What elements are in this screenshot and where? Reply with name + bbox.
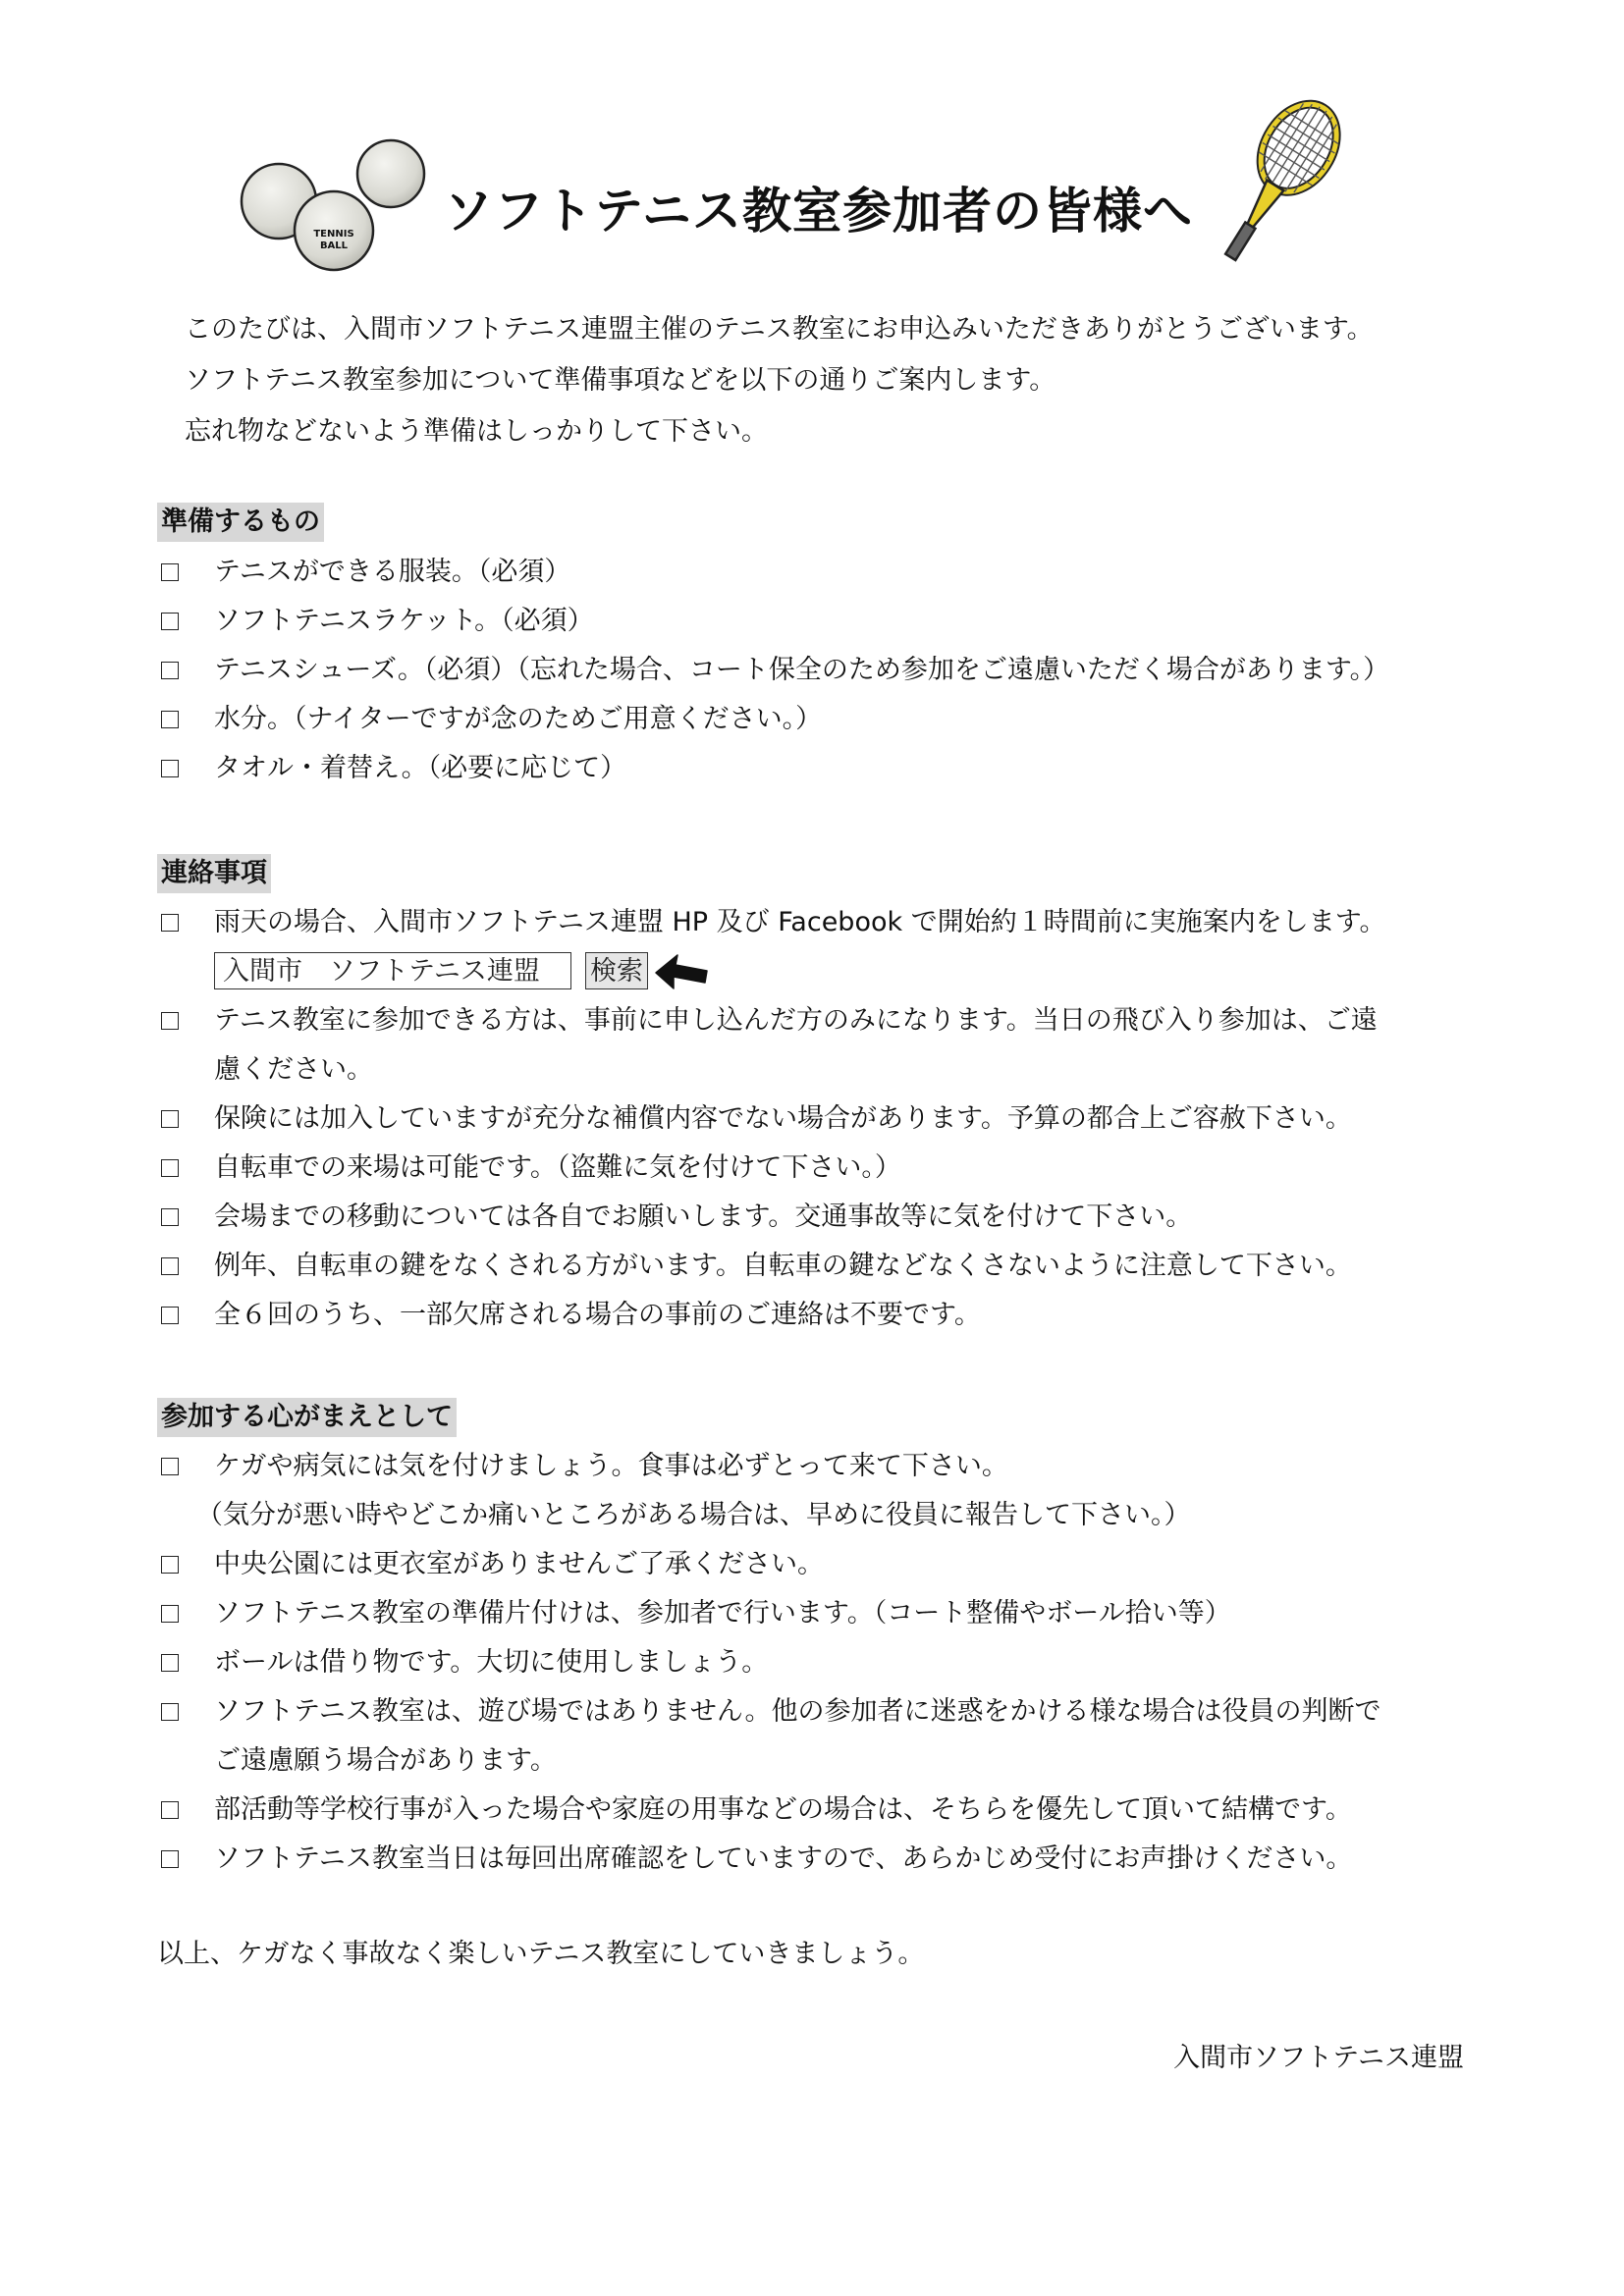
intro-text xyxy=(185,304,1374,457)
list-item-text: テニスができる服装。（必須） xyxy=(214,557,571,587)
checkbox-icon xyxy=(161,1257,179,1275)
list-item-text: ソフトテニスラケット。（必須） xyxy=(214,606,594,636)
list-item-text: 部活動等学校行事が入った場合や家庭の用事などの場合は、そちらを優先して頂いて結構です。 xyxy=(214,1794,1352,1825)
checkbox-icon xyxy=(161,1012,179,1030)
attitude-list xyxy=(157,1442,1381,1884)
list-item xyxy=(157,548,1389,597)
list-item xyxy=(157,1095,1386,1144)
search-button-label: 検索 xyxy=(585,952,648,989)
checkbox-icon xyxy=(161,1208,179,1226)
tennis-balls-icon xyxy=(236,133,432,280)
checkbox-icon xyxy=(161,613,179,630)
intro-line-3: 忘れ物などないよう準備はしっかりして下さい。 xyxy=(185,416,768,447)
checkbox-icon xyxy=(161,1307,179,1324)
checkbox-icon xyxy=(161,1801,179,1819)
list-item-text: ソフトテニス教室は、遊び場ではありません。他の参加者に迷惑をかける様な場合は役員の判断で xyxy=(214,1696,1381,1727)
list-item xyxy=(157,1835,1381,1884)
checkbox-icon xyxy=(161,914,179,932)
intro-line-2: ソフトテニス教室参加について準備事項などを以下の通りご案内します。 xyxy=(185,365,1056,396)
checkbox-icon xyxy=(161,1458,179,1475)
list-item-text: ソフトテニス教室当日は毎回出席確認をしていますので、あらかじめ受付にお声掛けください。 xyxy=(214,1843,1353,1874)
list-item xyxy=(157,744,1389,793)
contact-heading: 連絡事項 xyxy=(157,854,271,893)
pointer-arrow-icon xyxy=(652,949,711,992)
list-item xyxy=(157,1687,1381,1736)
ball-label-line2: BALL xyxy=(319,240,349,251)
list-item-text: 雨天の場合、入間市ソフトテニス連盟 HP 及び Facebook で開始約１時間前に実施案内をします。 xyxy=(214,907,1386,937)
list-item xyxy=(157,1144,1386,1193)
list-item-continuation: ご遠慮願う場合があります。 xyxy=(214,1745,557,1776)
attitude-heading: 参加する心がまえとして xyxy=(157,1398,457,1437)
intro-line-1: このたびは、入間市ソフトテニス連盟主催のテニス教室にお申込みいただきありがとうございます。 xyxy=(185,314,1374,345)
checkbox-icon xyxy=(161,1703,179,1721)
list-item xyxy=(157,996,1386,1045)
list-item-note: （気分が悪い時やどこか痛いところがある場合は、早めに役員に報告して下さい。） xyxy=(196,1500,1191,1530)
list-item xyxy=(157,597,1389,646)
list-item xyxy=(157,1442,1381,1491)
list-item-text: 水分。（ナイターですが念のためご用意ください。） xyxy=(214,704,823,734)
list-item-text: 例年、自転車の鍵をなくされる方がいます。自転車の鍵などなくさないように注意して下さい。 xyxy=(214,1251,1352,1281)
list-item xyxy=(157,695,1389,744)
list-item-text: 保険には加入していますが充分な補償内容でない場合があります。予算の都合上ご容赦下さい。 xyxy=(214,1103,1352,1134)
list-item-text: テニスシューズ。（必須）（忘れた場合、コート保全のため参加をご遠慮いただく場合があります。） xyxy=(214,655,1390,685)
list-item-text: テニス教室に参加できる方は、事前に申し込んだ方のみになります。当日の飛び入り参加は、ご遠 xyxy=(214,1005,1378,1036)
closing-text: 以上、ケガなく事故なく楽しいテニス教室にしていきましょう。 xyxy=(157,1939,925,1969)
checkbox-icon xyxy=(161,760,179,777)
checkbox-icon xyxy=(161,711,179,728)
list-item-text: 全６回のうち、一部欠席される場合の事前のご連絡は不要です。 xyxy=(214,1300,981,1330)
list-item xyxy=(157,1242,1386,1291)
checkbox-icon xyxy=(161,1110,179,1128)
list-item-text: 中央公園には更衣室がありませんご了承ください。 xyxy=(214,1549,824,1579)
page-title: ソフトテニス教室参加者の皆様へ xyxy=(444,183,1193,240)
list-item xyxy=(157,646,1389,695)
checkbox-icon xyxy=(161,1605,179,1623)
list-item xyxy=(157,1540,1381,1589)
tennis-racket-icon xyxy=(1218,93,1345,290)
search-example xyxy=(157,947,1386,996)
checkbox-icon xyxy=(161,1654,179,1672)
checkbox-icon xyxy=(161,662,179,679)
list-item xyxy=(157,1638,1381,1687)
list-item-text: 自転車での来場は可能です。（盗難に気を付けて下さい。） xyxy=(214,1152,901,1183)
list-item xyxy=(157,1193,1386,1242)
list-item-continuation: 慮ください。 xyxy=(214,1054,373,1085)
list-item xyxy=(157,1786,1381,1835)
checkbox-icon xyxy=(161,1159,179,1177)
prep-heading: 準備するもの xyxy=(157,503,324,542)
list-item xyxy=(157,1589,1381,1638)
checkbox-icon xyxy=(161,1556,179,1574)
list-item xyxy=(157,898,1386,947)
list-item xyxy=(157,1291,1386,1340)
list-item-text: ソフトテニス教室の準備片付けは、参加者で行います。（コート整備やボール拾い等） xyxy=(214,1598,1231,1629)
list-item-text: ボールは借り物です。大切に使用しましょう。 xyxy=(214,1647,769,1678)
checkbox-icon xyxy=(161,1850,179,1868)
checkbox-icon xyxy=(161,563,179,581)
list-item-text: タオル・着替え。（必要に応じて） xyxy=(214,753,627,783)
list-item-text: 会場までの移動については各自でお願いします。交通事故等に気を付けて下さい。 xyxy=(214,1201,1193,1232)
list-item-text: ケガや病気には気を付けましょう。食事は必ずとって来て下さい。 xyxy=(214,1451,1008,1481)
contact-list xyxy=(157,898,1386,1340)
prep-list xyxy=(157,548,1389,793)
search-query-box: 入間市 ソフトテニス連盟 xyxy=(214,952,571,989)
ball-label-line1: TENNIS xyxy=(313,229,354,240)
organization-signature: 入間市ソフトテニス連盟 xyxy=(1173,2043,1464,2073)
